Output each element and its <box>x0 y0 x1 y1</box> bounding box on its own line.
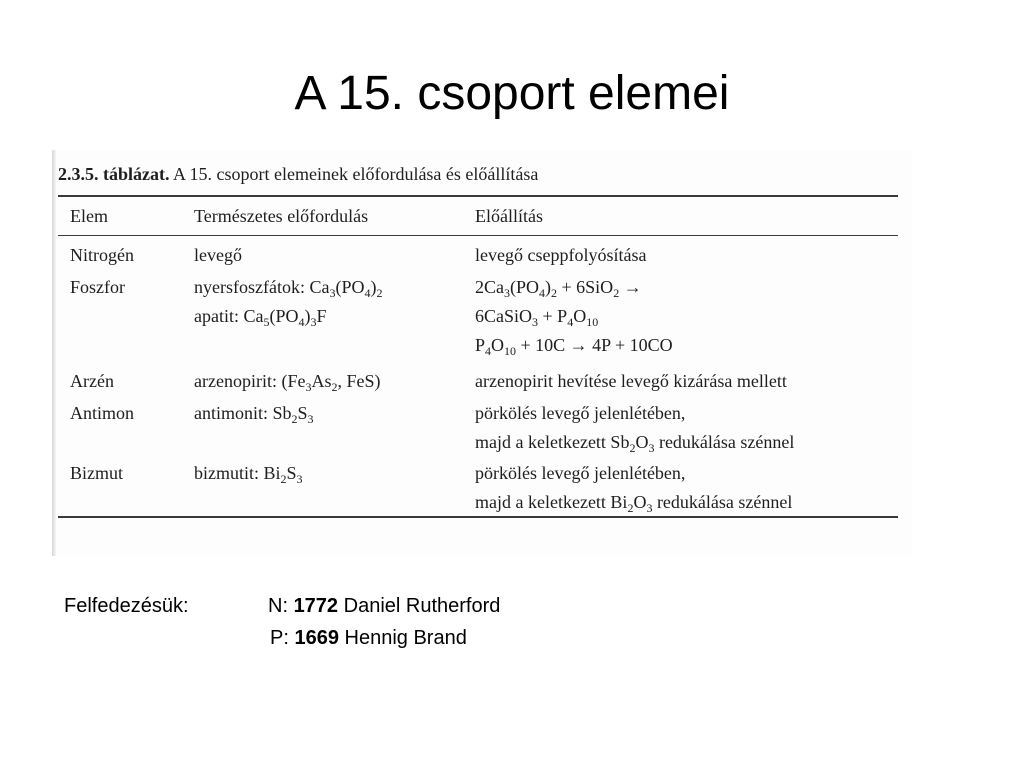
scanned-table <box>52 150 912 556</box>
formula-subscript: 3 <box>504 286 510 300</box>
formula-subscript: 3 <box>296 472 303 486</box>
production-line <box>475 370 787 392</box>
formula-text: + 10C → 4P + 10CO <box>516 335 673 355</box>
formula-subscript: 10 <box>504 344 517 358</box>
formula-text: S <box>297 403 308 423</box>
production-line <box>475 462 685 484</box>
formula-text: P <box>475 335 486 355</box>
formula-text: + 6SiO <box>557 277 614 297</box>
formula-subscript: 3 <box>646 501 653 515</box>
formula-text: , FeS) <box>337 371 381 391</box>
formula-text: redukálása szénnel <box>654 432 795 452</box>
formula-text: As <box>311 371 332 391</box>
formula-text: → <box>619 277 642 297</box>
occurrence-line <box>194 305 327 327</box>
column-header-occurrence: Természetes előfordulás <box>194 206 369 226</box>
formula-subscript: 3 <box>648 441 655 455</box>
discovery-year: 1772 <box>293 595 339 617</box>
formula-text: majd a keletkezett Bi <box>475 492 628 512</box>
production-line <box>475 491 792 513</box>
formula-subscript: 2 <box>551 286 558 300</box>
column-header-production: Előállítás <box>475 206 543 226</box>
formula-subscript: 3 <box>305 380 312 394</box>
discovery-entry <box>268 594 500 618</box>
table-top-rule <box>58 195 898 197</box>
formula-text: S <box>286 463 297 483</box>
slide-title: A 15. csoport elemei <box>294 67 730 120</box>
formula-subscript: 5 <box>263 315 270 329</box>
formula-text: ) <box>304 306 311 326</box>
formula-subscript: 4 <box>567 315 574 329</box>
discovery-symbol: N: <box>268 595 288 617</box>
formula-subscript: 2 <box>376 286 383 300</box>
formula-text: O <box>635 432 649 452</box>
formula-text: arzenopirit: (Fe <box>194 371 306 391</box>
formula-text: redukálása szénnel <box>652 492 793 512</box>
formula-subscript: 3 <box>532 315 539 329</box>
formula-text: ) <box>370 277 377 297</box>
formula-subscript: 3 <box>307 412 314 426</box>
formula-subscript: 2 <box>629 441 636 455</box>
formula-text: nyersfoszfátok: Ca <box>194 277 330 297</box>
formula-subscript: 2 <box>291 412 298 426</box>
production-line <box>475 334 673 356</box>
formula-subscript: 4 <box>364 286 371 300</box>
formula-text: apatit: Ca <box>194 306 264 326</box>
formula-subscript: 3 <box>329 286 336 300</box>
formula-subscript: 2 <box>627 501 634 515</box>
occurrence-line <box>194 462 303 484</box>
element-name: Foszfor <box>70 277 125 297</box>
formula-text: (PO <box>269 306 299 326</box>
occurrence-line <box>194 276 382 298</box>
formula-subscript: 2 <box>280 472 287 486</box>
discovery-name: Daniel Rutherford <box>343 595 501 617</box>
production-line <box>475 276 642 298</box>
formula-text: + P <box>538 306 568 326</box>
formula-text: pörkölés levegő jelenlétében, <box>475 463 686 483</box>
discovery-entry <box>270 626 467 650</box>
formula-text: ) <box>545 277 552 297</box>
formula-subscript: 10 <box>586 315 599 329</box>
formula-text: 2Ca <box>475 277 504 297</box>
element-name: Bizmut <box>70 463 123 483</box>
occurrence-line <box>194 244 242 266</box>
formula-text: majd a keletkezett Sb <box>475 432 630 452</box>
discovery-year: 1669 <box>294 627 339 649</box>
table-bottom-rule <box>58 516 898 518</box>
formula-subscript: 4 <box>485 344 492 358</box>
table-caption-label: 2.3.5. táblázat. <box>58 164 170 184</box>
formula-text: F <box>316 306 327 326</box>
formula-text: O <box>633 492 647 512</box>
formula-text: pörkölés levegő jelenlétében, <box>475 403 686 423</box>
discovery-label: Felfedezésük: <box>64 595 189 617</box>
formula-text: levegő cseppfolyósítása <box>475 245 647 265</box>
table-caption <box>58 164 538 185</box>
production-line <box>475 244 646 266</box>
formula-text: levegő <box>194 245 242 265</box>
formula-subscript: 2 <box>331 380 338 394</box>
formula-text: O <box>491 335 505 355</box>
production-line <box>475 402 685 424</box>
occurrence-line <box>194 402 314 424</box>
element-name: Nitrogén <box>70 245 134 265</box>
formula-subscript: 3 <box>310 315 317 329</box>
occurrence-line <box>194 370 381 392</box>
formula-text: bizmutit: Bi <box>194 463 281 483</box>
column-header-elem: Elem <box>70 206 108 226</box>
formula-text: O <box>573 306 587 326</box>
production-line <box>475 431 794 453</box>
formula-text: (PO <box>510 277 540 297</box>
discovery-name: Hennig Brand <box>344 627 467 649</box>
formula-subscript: 2 <box>613 286 620 300</box>
element-name: Antimon <box>70 403 135 423</box>
production-line <box>475 305 598 327</box>
table-header-rule <box>58 235 898 236</box>
element-name: Arzén <box>70 371 114 391</box>
table-caption-text: A 15. csoport elemeinek előfordulása és előállítása <box>169 164 539 184</box>
formula-text: (PO <box>335 277 365 297</box>
formula-text: antimonit: Sb <box>194 403 292 423</box>
formula-text: 6CaSiO <box>475 306 533 326</box>
scan-edge <box>52 150 56 556</box>
formula-subscript: 4 <box>298 315 305 329</box>
formula-subscript: 4 <box>539 286 546 300</box>
formula-text: arzenopirit hevítése levegő kizárása mellett <box>475 371 787 391</box>
discovery-symbol: P: <box>270 627 289 649</box>
